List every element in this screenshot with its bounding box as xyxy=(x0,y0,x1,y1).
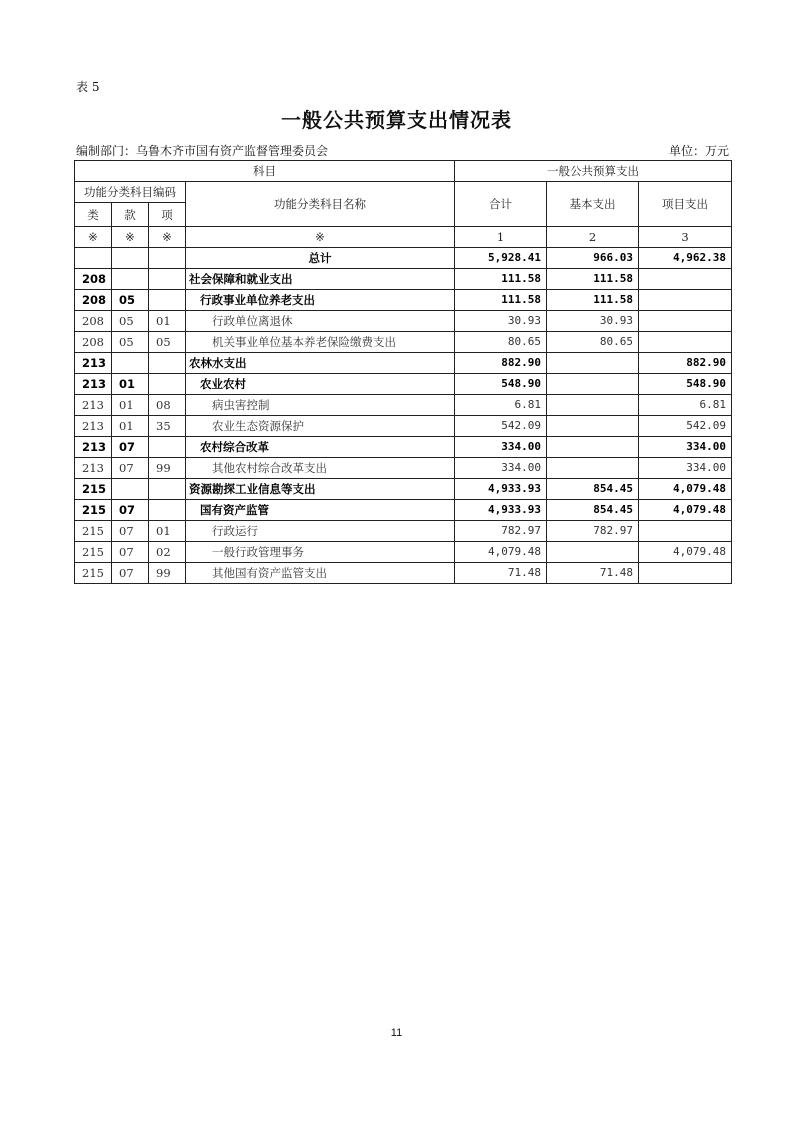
xiang-cell xyxy=(149,437,186,458)
xiang-cell: 99 xyxy=(149,458,186,479)
page-number: 11 xyxy=(390,1027,403,1039)
kuan-cell: 07 xyxy=(112,563,149,584)
subject-header: 科目 xyxy=(75,161,455,182)
lei-cell: 215 xyxy=(75,479,112,500)
total-cell: 4,933.93 xyxy=(455,500,547,521)
basic-cell xyxy=(547,353,639,374)
xiang-cell: 05 xyxy=(149,332,186,353)
kuan-cell: 07 xyxy=(112,500,149,521)
table-row xyxy=(75,269,732,290)
basic-cell xyxy=(547,374,639,395)
table-row xyxy=(75,290,732,311)
project-cell: 4,079.48 xyxy=(639,479,732,500)
xiang-cell xyxy=(149,479,186,500)
project-cell xyxy=(639,332,732,353)
table-label: 表 5 xyxy=(76,80,100,94)
total-row-total: 5,928.41 xyxy=(455,248,547,269)
xiang-cell xyxy=(149,290,186,311)
kuan-cell: 05 xyxy=(112,311,149,332)
total-cell: 542.09 xyxy=(455,416,547,437)
basic-cell xyxy=(547,437,639,458)
kuan-cell: 07 xyxy=(112,521,149,542)
basic-cell xyxy=(547,458,639,479)
kuan-cell: 07 xyxy=(112,542,149,563)
kuan-cell: 05 xyxy=(112,290,149,311)
kuan-cell: 01 xyxy=(112,374,149,395)
basic-header: 基本支出 xyxy=(547,182,639,227)
project-cell: 542.09 xyxy=(639,416,732,437)
name-cell: 农业农村 xyxy=(186,374,455,395)
lei-header: 类 xyxy=(75,203,112,227)
total-cell: 548.90 xyxy=(455,374,547,395)
mark-cell: ※ xyxy=(186,227,455,248)
lei-cell: 208 xyxy=(75,290,112,311)
name-cell: 其他国有资产监管支出 xyxy=(186,563,455,584)
name-cell: 其他农村综合改革支出 xyxy=(186,458,455,479)
basic-cell: 854.45 xyxy=(547,479,639,500)
project-cell xyxy=(639,269,732,290)
project-cell xyxy=(639,521,732,542)
mark-cell: ※ xyxy=(112,227,149,248)
total-cell: 30.93 xyxy=(455,311,547,332)
table-row xyxy=(75,437,732,458)
total-cell: 111.58 xyxy=(455,269,547,290)
project-cell: 4,079.48 xyxy=(639,500,732,521)
project-cell: 334.00 xyxy=(639,437,732,458)
budget-group-header: 一般公共预算支出 xyxy=(455,161,732,182)
name-cell: 机关事业单位基本养老保险缴费支出 xyxy=(186,332,455,353)
lei-cell: 208 xyxy=(75,332,112,353)
lei-cell: 213 xyxy=(75,416,112,437)
total-row-project: 4,962.38 xyxy=(639,248,732,269)
kuan-cell: 07 xyxy=(112,437,149,458)
total-cell: 4,079.48 xyxy=(455,542,547,563)
name-cell: 社会保障和就业支出 xyxy=(186,269,455,290)
column-number-2: 2 xyxy=(547,227,639,248)
basic-cell: 71.48 xyxy=(547,563,639,584)
table-row xyxy=(75,332,732,353)
unit-line: 单位：万元 xyxy=(668,144,729,158)
lei-cell: 213 xyxy=(75,353,112,374)
basic-cell: 782.97 xyxy=(547,521,639,542)
mark-cell: ※ xyxy=(149,227,186,248)
kuan-cell xyxy=(112,479,149,500)
mark-cell: ※ xyxy=(75,227,112,248)
lei-cell: 215 xyxy=(75,500,112,521)
table-row xyxy=(75,521,732,542)
project-cell xyxy=(639,290,732,311)
xiang-cell: 99 xyxy=(149,563,186,584)
lei-cell: 208 xyxy=(75,269,112,290)
xiang-cell xyxy=(149,269,186,290)
basic-cell xyxy=(547,416,639,437)
lei-cell: 215 xyxy=(75,563,112,584)
name-cell: 资源勘探工业信息等支出 xyxy=(186,479,455,500)
xiang-cell xyxy=(149,500,186,521)
column-number-1: 1 xyxy=(455,227,547,248)
name-cell: 农村综合改革 xyxy=(186,437,455,458)
lei-cell: 213 xyxy=(75,437,112,458)
total-cell: 882.90 xyxy=(455,353,547,374)
basic-cell: 854.45 xyxy=(547,500,639,521)
name-cell: 病虫害控制 xyxy=(186,395,455,416)
total-row-label: 总计 xyxy=(186,248,455,269)
document-title: 一般公共预算支出情况表 xyxy=(281,108,512,132)
project-cell: 334.00 xyxy=(639,458,732,479)
project-cell: 6.81 xyxy=(639,395,732,416)
table-row xyxy=(75,458,732,479)
name-header: 功能分类科目名称 xyxy=(186,182,455,227)
basic-cell xyxy=(547,542,639,563)
kuan-cell xyxy=(112,353,149,374)
lei-cell: 215 xyxy=(75,542,112,563)
total-cell: 71.48 xyxy=(455,563,547,584)
basic-cell: 111.58 xyxy=(547,290,639,311)
kuan-header: 款 xyxy=(112,203,149,227)
total-row-basic: 966.03 xyxy=(547,248,639,269)
basic-cell: 80.65 xyxy=(547,332,639,353)
basic-cell: 30.93 xyxy=(547,311,639,332)
lei-cell: 215 xyxy=(75,521,112,542)
name-cell: 行政运行 xyxy=(186,521,455,542)
project-cell xyxy=(639,563,732,584)
name-cell: 行政事业单位养老支出 xyxy=(186,290,455,311)
kuan-cell: 01 xyxy=(112,395,149,416)
xiang-cell: 08 xyxy=(149,395,186,416)
total-cell: 334.00 xyxy=(455,437,547,458)
total-cell: 334.00 xyxy=(455,458,547,479)
name-cell: 农林水支出 xyxy=(186,353,455,374)
total-cell: 4,933.93 xyxy=(455,479,547,500)
lei-cell: 213 xyxy=(75,374,112,395)
total-cell: 6.81 xyxy=(455,395,547,416)
column-number-3: 3 xyxy=(639,227,732,248)
project-cell: 4,079.48 xyxy=(639,542,732,563)
table-row xyxy=(75,479,732,500)
basic-cell: 111.58 xyxy=(547,269,639,290)
xiang-cell: 01 xyxy=(149,521,186,542)
total-header: 合计 xyxy=(455,182,547,227)
table-row xyxy=(75,311,732,332)
xiang-cell: 35 xyxy=(149,416,186,437)
total-cell: 782.97 xyxy=(455,521,547,542)
xiang-cell xyxy=(149,353,186,374)
total-row xyxy=(75,248,732,269)
xiang-cell xyxy=(149,374,186,395)
lei-cell: 213 xyxy=(75,458,112,479)
xiang-header: 项 xyxy=(149,203,186,227)
name-cell: 一般行政管理事务 xyxy=(186,542,455,563)
total-cell: 80.65 xyxy=(455,332,547,353)
xiang-cell: 02 xyxy=(149,542,186,563)
table-row xyxy=(75,563,732,584)
code-group-header: 功能分类科目编码 xyxy=(75,182,186,203)
total-cell: 111.58 xyxy=(455,290,547,311)
budget-expenditure-table xyxy=(74,160,732,584)
kuan-cell xyxy=(112,269,149,290)
name-cell: 农业生态资源保护 xyxy=(186,416,455,437)
kuan-cell: 07 xyxy=(112,458,149,479)
project-cell: 548.90 xyxy=(639,374,732,395)
table-row xyxy=(75,542,732,563)
project-cell xyxy=(639,311,732,332)
table-row xyxy=(75,500,732,521)
department-line: 编制部门：乌鲁木齐市国有资产监督管理委员会 xyxy=(76,144,329,158)
table-row xyxy=(75,353,732,374)
project-cell: 882.90 xyxy=(639,353,732,374)
lei-cell: 213 xyxy=(75,395,112,416)
table-row xyxy=(75,395,732,416)
basic-cell xyxy=(547,395,639,416)
xiang-cell: 01 xyxy=(149,311,186,332)
kuan-cell: 05 xyxy=(112,332,149,353)
project-header: 项目支出 xyxy=(639,182,732,227)
name-cell: 行政单位离退休 xyxy=(186,311,455,332)
kuan-cell: 01 xyxy=(112,416,149,437)
table-row xyxy=(75,416,732,437)
name-cell: 国有资产监管 xyxy=(186,500,455,521)
table-row xyxy=(75,374,732,395)
lei-cell: 208 xyxy=(75,311,112,332)
